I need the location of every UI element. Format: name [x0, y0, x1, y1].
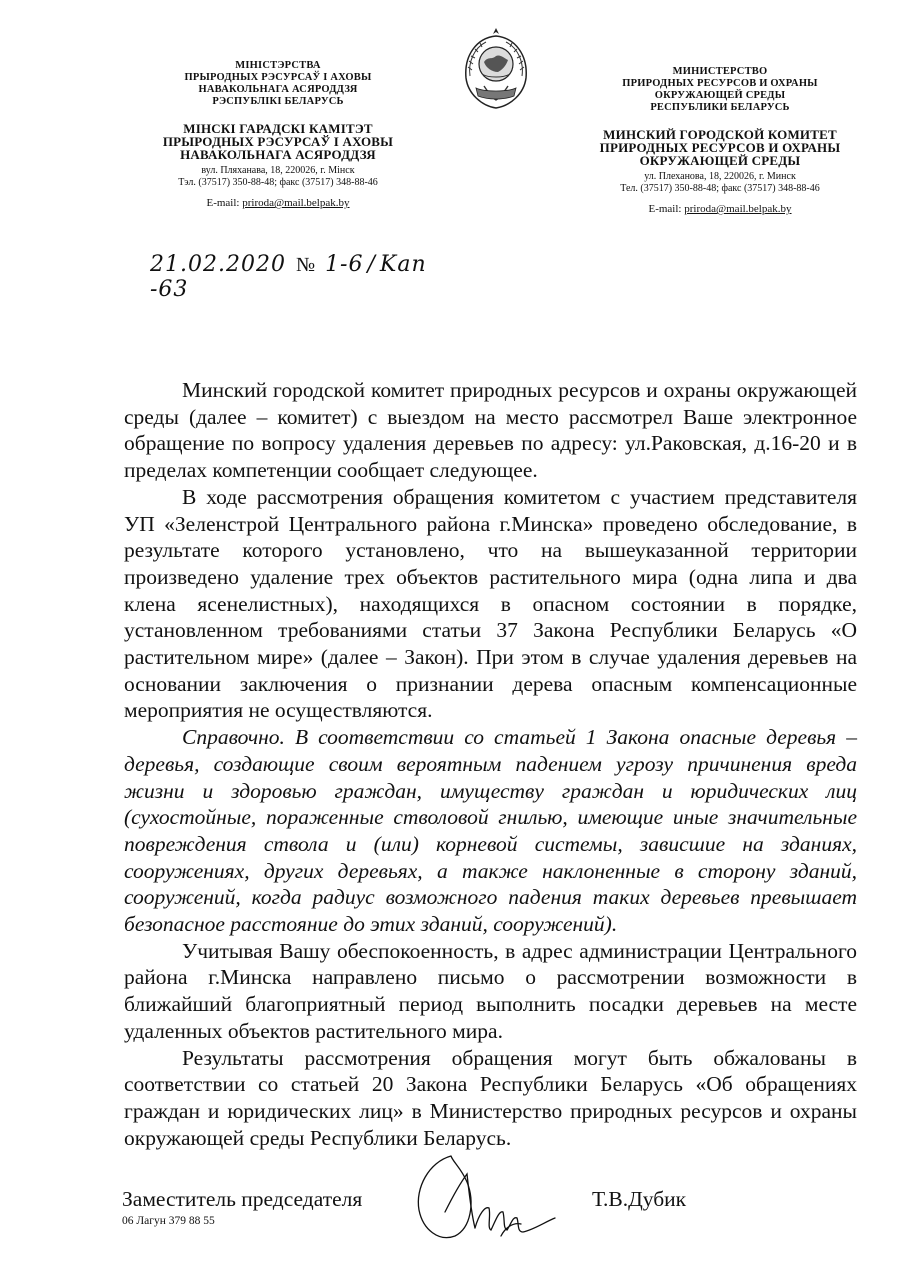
address-line: вул. Пляханава, 18, 220026, г. Мінск	[201, 165, 355, 176]
committee-line: НАВАКОЛЬНАГА АСЯРОДДЗЯ	[180, 147, 376, 162]
state-emblem-icon	[458, 26, 534, 110]
committee-name	[148, 122, 408, 161]
ministry-line: ПРЫРОДНЫХ РЭСУРСАЎ І АХОВЫ	[184, 72, 372, 83]
registration-date: 21.02.2020	[150, 252, 286, 277]
ministry-line: ПРИРОДНЫХ РЕСУРСОВ И ОХРАНЫ	[622, 78, 818, 89]
ministry-line: РЭСПУБЛІКІ БЕЛАРУСЬ	[212, 96, 344, 107]
email-line	[148, 197, 408, 209]
ministry-line: МИНИСТЕРСТВО	[672, 66, 768, 77]
address	[585, 171, 855, 195]
address	[148, 165, 408, 189]
email-label: E-mail:	[206, 197, 240, 209]
paragraph: Минский городской комитет природных ресурсов и охраны окружающей среды (далее – комитет) с выездом на место рассмотрел Ваше электронное обращение по вопросу удаления деревьев по адресу: ул.Раковская, д.16-20 и в пределах компетенции сообщает следующее.	[124, 378, 857, 483]
executor-info: 06 Лагун 379 88 55	[122, 1215, 215, 1227]
signer-position: Заместитель председателя	[122, 1187, 363, 1211]
email-line	[585, 203, 855, 215]
committee-line: ПРИРОДНЫХ РЕСУРСОВ И ОХРАНЫ	[599, 140, 841, 155]
paragraph: Учитывая Вашу обеспокоенность, в адрес администрации Центрального района г.Минска направлено письмо о рассмотрении возможности в ближайший благоприятный период выполнить посадки деревьев на месте удаленных объектов растительного мира.	[124, 938, 857, 1043]
committee-line: МІНСКІ ГАРАДСКІ КАМІТЭТ	[183, 121, 373, 136]
paragraph: В ходе рассмотрения обращения комитетом с участием представителя УП «Зеленстрой Центрального района г.Минска» проведено обследование, в результате которого установлено, что на вышеуказанной территории произведено удаление трех объектов растительного мира (одна липа и два клена ясенелистных), находящихся в опасном состоянии в порядке, установленном требованиями статьи 37 Закона Республики Беларусь «О растительном мире» (далее – Закон). При этом в случае удаления деревьев на основании заключения о признании дерева опасным компенсационные мероприятия не осуществляются.	[124, 484, 857, 723]
letter-body	[124, 377, 857, 1151]
ministry-line: НАВАКОЛЬНАГА АСЯРОДДЗЯ	[198, 84, 358, 95]
ministry-line: ОКРУЖАЮЩЕЙ СРЕДЫ	[654, 90, 786, 101]
committee-line: ОКРУЖАЮЩЕЙ СРЕДЫ	[639, 153, 801, 168]
ministry-name	[148, 60, 408, 108]
signer-name: Т.В.Дубик	[592, 1187, 687, 1211]
committee-line: МИНСКИЙ ГОРОДСКОЙ КОМИТЕТ	[603, 127, 837, 142]
number-sign: №	[295, 254, 316, 276]
address-line: ул. Плеханова, 18, 220026, г. Минск	[644, 171, 796, 182]
registration-separator: /	[367, 252, 376, 277]
signature-image	[405, 1152, 575, 1248]
letterhead-russian	[585, 66, 855, 215]
phone-line: Тел. (37517) 350-88-48; факс (37517) 348-88-46	[620, 183, 820, 194]
registration-line	[150, 252, 470, 302]
committee-name	[585, 128, 855, 167]
reference-paragraph: Справочно. В соответствии со статьей 1 Закона опасные деревья – деревья, создающие своим вероятным падением угрозу причинения вреда жизни и здоровью граждан, имуществу граждан и юридических лиц (сухостойные, пораженные стволовой гнилью, имеющие иные значительные повреждения ствола и (или) корневой системы, зависшие на зданиях, сооружениях, других деревьях, а также наклоненные в сторону зданий, сооружений, когда радиус возможного падения таких деревьев превышает безопасное расстояние до этих зданий, сооружений).	[124, 725, 857, 937]
email-link[interactable]: priroda@mail.belpak.by	[242, 197, 350, 209]
ministry-line: РЕСПУБЛИКИ БЕЛАРУСЬ	[650, 102, 790, 113]
email-link[interactable]: priroda@mail.belpak.by	[684, 203, 792, 215]
registration-suffix: Kan -63	[150, 252, 427, 302]
email-label: E-mail:	[648, 203, 682, 215]
ministry-name	[585, 66, 855, 114]
phone-line: Тэл. (37517) 350-88-48; факс (37517) 348-88-46	[178, 177, 378, 188]
paragraph: Результаты рассмотрения обращения могут быть обжалованы в соответствии со статьей 20 Закона Республики Беларусь «Об обращениях граждан и юридических лиц» в Министерство природных ресурсов и охраны окружающей среды Республики Беларусь.	[124, 1045, 857, 1150]
registration-number: 1-6	[325, 252, 364, 277]
ministry-line: МІНІСТЭРСТВА	[235, 60, 321, 71]
committee-line: ПРЫРОДНЫХ РЭСУРСАЎ І АХОВЫ	[162, 134, 394, 149]
letterhead-belarusian	[148, 60, 408, 209]
